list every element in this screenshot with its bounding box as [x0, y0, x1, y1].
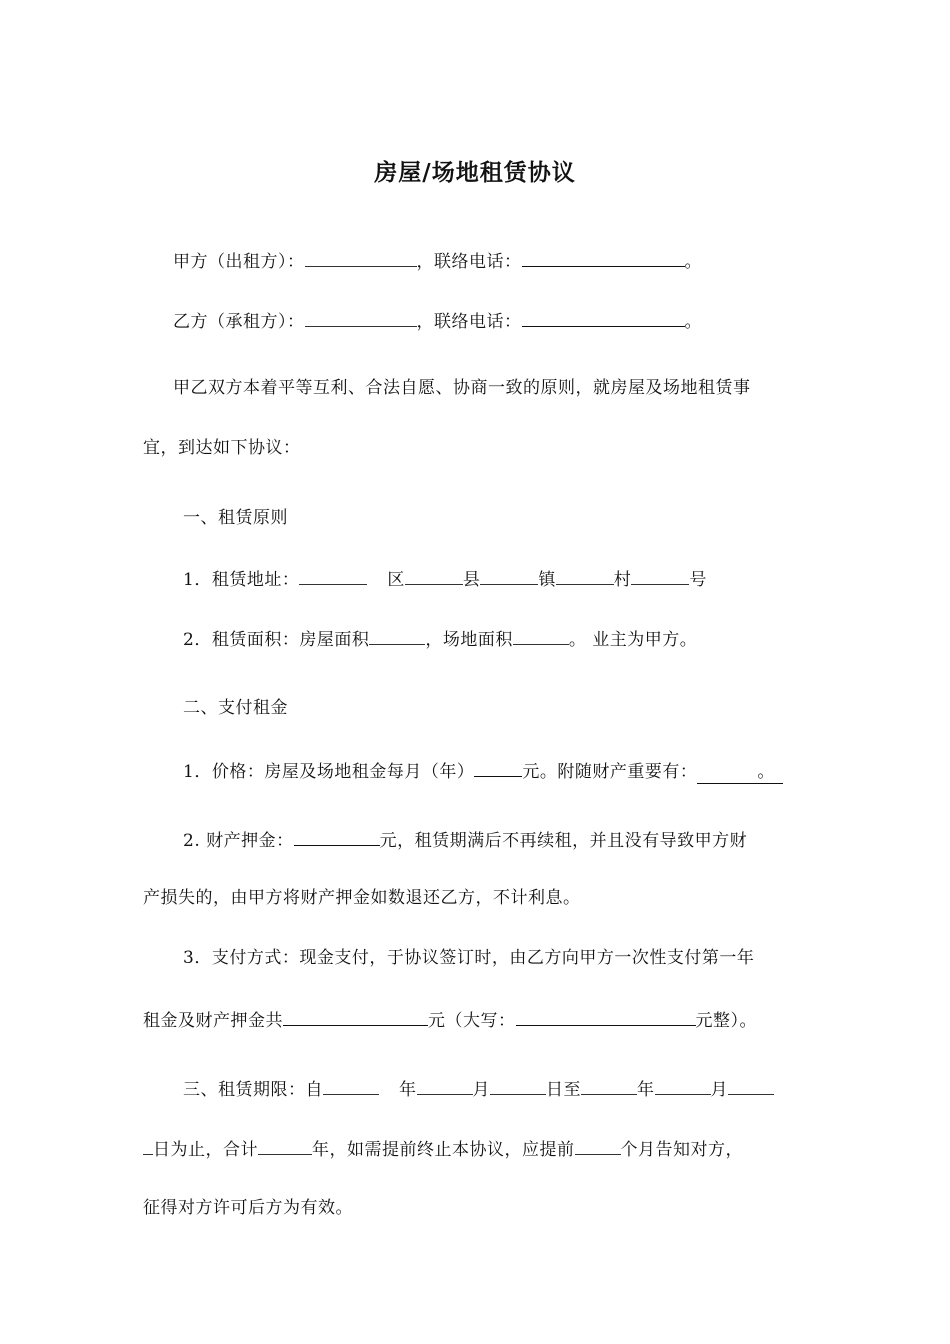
payment-capital-label: 元（大写：	[428, 1011, 516, 1031]
party-b-phone-label: ，联络电话：	[416, 312, 522, 332]
area-mid: ，场地面积	[425, 630, 513, 650]
address-blank-2[interactable]	[405, 567, 463, 585]
area-label: 2．租赁面积：房屋面积	[183, 630, 370, 650]
term-end-day-blank[interactable]	[728, 1077, 774, 1095]
term-heading: 三、租赁期限：自	[183, 1080, 323, 1100]
term-month-2: 月	[710, 1080, 728, 1100]
party-a-name-blank[interactable]	[305, 249, 417, 267]
term-line-1	[183, 1077, 774, 1101]
deposit-line-1	[183, 827, 747, 852]
term-notice-label: 个月告知对方，	[620, 1140, 743, 1160]
term-line-2	[143, 1137, 743, 1161]
party-a-label: 甲方（出租方）：	[173, 252, 305, 272]
area-end: 。 业主为甲方。	[568, 630, 698, 650]
address-blank-3[interactable]	[480, 567, 538, 585]
payment-line-2	[143, 1007, 757, 1032]
price-line	[183, 758, 783, 784]
payment-total-label: 租金及财产押金共	[143, 1011, 283, 1031]
address-county: 县	[462, 570, 481, 590]
term-termination-label: 年，如需提前终止本协议，应提前	[312, 1140, 575, 1160]
document-title: 房屋/场地租赁协议	[374, 159, 576, 186]
term-month-1: 月	[472, 1080, 490, 1100]
term-end-month-blank[interactable]	[655, 1077, 711, 1095]
price-end: 。	[757, 762, 775, 782]
term-end-year-blank[interactable]	[581, 1077, 637, 1095]
term-day-to: 日至	[546, 1080, 581, 1100]
party-b-label: 乙方（承租方）：	[173, 312, 305, 332]
section-2-heading: 二、支付租金	[183, 698, 288, 718]
term-start-year-blank[interactable]	[323, 1077, 379, 1095]
party-a-line	[173, 248, 702, 273]
party-b-phone-blank[interactable]	[522, 308, 685, 327]
party-b-line	[173, 308, 702, 333]
term-until-label: 日为止，合计	[153, 1140, 258, 1160]
payment-line-1: 3．支付方式：现金支付，于协议签订时，由乙方向甲方一次性支付第一年	[183, 948, 755, 968]
term-start-day-blank[interactable]	[490, 1077, 546, 1095]
payment-total-blank[interactable]	[283, 1007, 428, 1026]
intro-line-1: 甲乙双方本着平等互利、合法自愿、协商一致的原则，就房屋及场地租赁事	[173, 378, 751, 398]
address-label: 1．租赁地址：	[183, 570, 300, 590]
term-year-2: 年	[637, 1080, 655, 1100]
party-a-end: 。	[684, 252, 702, 272]
address-blank-5[interactable]	[631, 567, 689, 585]
party-a-phone-blank[interactable]	[522, 248, 685, 267]
term-start-month-blank[interactable]	[417, 1077, 473, 1095]
party-b-end: 。	[684, 312, 702, 332]
intro-line-2: 宜，到达如下协议：	[143, 438, 301, 458]
address-line	[183, 567, 707, 591]
deposit-label: 2. 财产押金：	[183, 831, 294, 851]
area-line	[183, 627, 697, 651]
address-village: 村	[613, 570, 632, 590]
address-number: 号	[689, 570, 707, 590]
term-end-day-blank-cont[interactable]	[143, 1137, 153, 1155]
payment-end: 元整）。	[695, 1011, 757, 1031]
address-blank-4[interactable]	[556, 567, 614, 585]
house-area-blank[interactable]	[369, 627, 425, 645]
rent-amount-blank[interactable]	[474, 758, 522, 777]
address-blank-1[interactable]	[299, 567, 367, 585]
address-town: 镇	[538, 570, 556, 590]
deposit-rest: 元，租赁期满后不再续租，并且没有导致甲方财	[379, 831, 748, 851]
deposit-amount-blank[interactable]	[294, 827, 380, 846]
site-area-blank[interactable]	[513, 627, 569, 645]
price-label: 1．价格：房屋及场地租金每月（年）	[183, 762, 475, 782]
section-1-heading: 一、租赁原则	[183, 508, 288, 528]
price-mid: 元。附随财产重要有：	[522, 762, 698, 782]
term-total-years-blank[interactable]	[258, 1137, 312, 1155]
term-notice-months-blank[interactable]	[575, 1137, 621, 1155]
term-year-1: 年	[399, 1080, 417, 1100]
party-b-name-blank[interactable]	[305, 309, 417, 327]
payment-capital-blank[interactable]	[516, 1007, 696, 1026]
party-a-phone-label: ，联络电话：	[416, 252, 522, 272]
term-line-3: 征得对方许可后方为有效。	[143, 1198, 353, 1218]
deposit-line-2: 产损失的，由甲方将财产押金如数退还乙方，不计利息。	[143, 888, 581, 908]
address-district: 区	[387, 570, 405, 590]
property-blank[interactable]	[697, 761, 783, 784]
